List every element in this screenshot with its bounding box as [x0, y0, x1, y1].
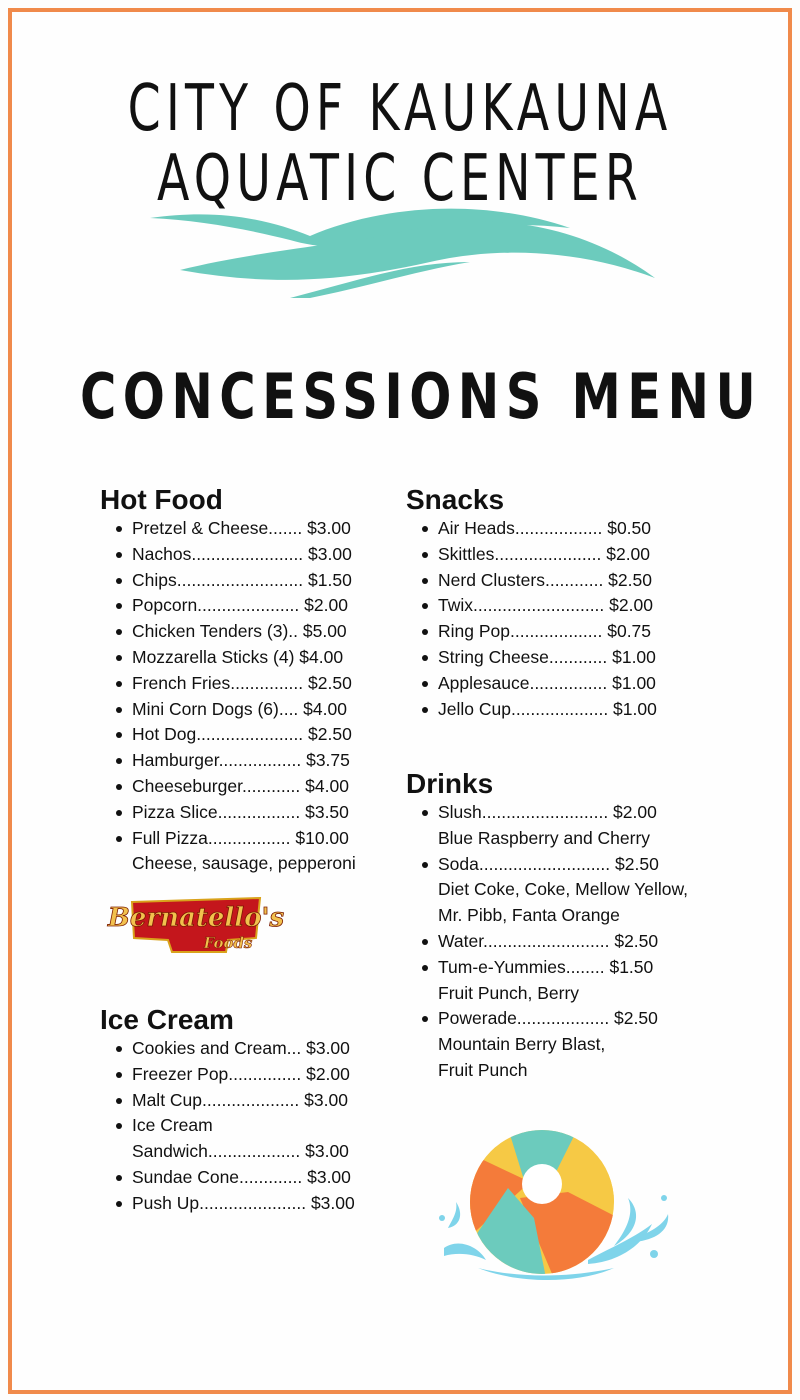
- bullet-icon: [116, 552, 122, 558]
- menu-item: [422, 619, 657, 645]
- bullet-icon: [116, 784, 122, 790]
- section-heading: Ice Cream: [100, 1004, 234, 1035]
- menu-item-text: Malt Cup.................... $3.00: [132, 1089, 348, 1110]
- section-heading: Hot Food: [100, 484, 223, 515]
- bullet-icon: [116, 629, 122, 635]
- menu-item-text: Air Heads.................. $0.50: [438, 518, 652, 538]
- menu-item-detail: Blue Raspberry and Cherry: [438, 827, 651, 848]
- menu-item-text: Pretzel & Cheese....... $3.00: [132, 518, 351, 538]
- menu-item-text: Nerd Clusters............ $2.50: [438, 569, 652, 590]
- menu-item: [422, 852, 688, 929]
- hot-food-section: [100, 484, 356, 877]
- menu-item: [422, 800, 688, 852]
- menu-item-text: String Cheese............ $1.00: [438, 646, 656, 667]
- menu-item: [116, 645, 356, 671]
- bullet-icon: [116, 655, 122, 661]
- menu-item: [116, 619, 356, 645]
- menu-item: [116, 1191, 355, 1217]
- bullet-icon: [116, 810, 122, 816]
- menu-item: [116, 722, 356, 748]
- bullet-icon: [116, 1175, 122, 1181]
- menu-item: [116, 774, 356, 800]
- menu-item-text: Hamburger................. $3.75: [132, 750, 350, 771]
- header-title-line2: AQUATIC CENTER: [157, 142, 643, 216]
- menu-item-text: Cheeseburger............ $4.00: [132, 775, 349, 796]
- menu-item-text: Full Pizza................. $10.00: [132, 827, 349, 848]
- menu-item: [116, 671, 356, 697]
- bullet-icon: [116, 681, 122, 687]
- menu-item: [116, 1062, 355, 1088]
- bullet-icon: [116, 732, 122, 738]
- menu-item-text: Jello Cup.................... $1.00: [438, 698, 657, 719]
- bullet-icon: [422, 965, 428, 971]
- menu-item-text: Water.......................... $2.50: [438, 930, 659, 951]
- bullet-icon: [422, 526, 428, 532]
- menu-item-text: Sundae Cone............. $3.00: [132, 1166, 351, 1187]
- menu-item-text: Freezer Pop............... $2.00: [132, 1063, 350, 1084]
- menu-item-text: Skittles...................... $2.00: [438, 543, 651, 564]
- menu-item: [422, 1006, 688, 1083]
- menu-item: [116, 800, 356, 826]
- menu-item: [422, 671, 657, 697]
- menu-item: [422, 542, 657, 568]
- svg-text:Foods: Foods: [203, 934, 253, 952]
- bullet-icon: [422, 1016, 428, 1022]
- menu-item: [422, 697, 657, 723]
- menu-item-text: Hot Dog...................... $2.50: [132, 724, 352, 745]
- bullet-icon: [116, 1098, 122, 1104]
- menu-item-detail: Fruit Punch: [438, 1059, 528, 1080]
- menu-item-detail: Mountain Berry Blast,: [438, 1034, 606, 1055]
- menu-item: [116, 697, 356, 723]
- menu-item-text: Twix........................... $2.00: [438, 595, 653, 616]
- item-list: [406, 800, 688, 1084]
- bullet-icon: [116, 526, 122, 532]
- menu-item: [422, 645, 657, 671]
- bullet-icon: [116, 578, 122, 584]
- bullet-icon: [422, 655, 428, 661]
- bullet-icon: [422, 552, 428, 558]
- menu-item: [116, 826, 356, 878]
- bullet-icon: [116, 1072, 122, 1078]
- menu-item: [116, 1036, 355, 1062]
- menu-item-text: Ice Cream: [132, 1115, 213, 1136]
- menu-item-text: Nachos....................... $3.00: [132, 543, 352, 564]
- bullet-icon: [116, 836, 122, 842]
- menu-item: [422, 568, 657, 594]
- bullet-icon: [116, 758, 122, 764]
- bullet-icon: [116, 1201, 122, 1207]
- bullet-icon: [422, 707, 428, 713]
- section-heading: Drinks: [406, 768, 494, 799]
- bullet-icon: [422, 681, 428, 687]
- bullet-icon: [422, 603, 428, 609]
- bullet-icon: [422, 810, 428, 816]
- menu-item: [116, 516, 356, 542]
- menu-item-text: Cookies and Cream... $3.00: [132, 1038, 350, 1058]
- menu-item-text: Chips.......................... $1.50: [132, 569, 352, 590]
- menu-item-text: Tum-e-Yummies........ $1.50: [438, 956, 654, 977]
- snacks-section: [406, 484, 657, 722]
- menu-item-detail: Diet Coke, Coke, Mellow Yellow,: [438, 879, 688, 900]
- menu-item-text: Slush.......................... $2.00: [438, 802, 657, 822]
- menu-item: [116, 1165, 355, 1191]
- menu-item-text: French Fries............... $2.50: [132, 672, 352, 693]
- menu-item-detail: Cheese, sausage, pepperoni: [132, 853, 356, 874]
- bernatellos-logo: [107, 892, 285, 956]
- menu-item-text: Push Up...................... $3.00: [132, 1192, 355, 1213]
- menu-item-text: Mozzarella Sticks (4) $4.00: [132, 646, 344, 667]
- ice-cream-section: [100, 1004, 355, 1217]
- beach-ball-icon: [438, 1128, 678, 1288]
- menu-item-detail: Fruit Punch, Berry: [438, 982, 580, 1003]
- item-list: [406, 516, 657, 722]
- bullet-icon: [422, 939, 428, 945]
- menu-item: [116, 593, 356, 619]
- menu-item: [116, 1113, 355, 1165]
- menu-item: [116, 568, 356, 594]
- menu-item-text: Ring Pop................... $0.75: [438, 621, 652, 642]
- menu-item-detail: Mr. Pibb, Fanta Orange: [438, 905, 620, 926]
- menu-item: [422, 516, 657, 542]
- menu-item-text: Popcorn..................... $2.00: [132, 595, 348, 616]
- menu-item: [116, 1088, 355, 1114]
- menu-item-text: Chicken Tenders (3).. $5.00: [132, 621, 347, 642]
- section-heading: Snacks: [406, 484, 505, 515]
- bullet-icon: [422, 578, 428, 584]
- bullet-icon: [422, 629, 428, 635]
- menu-item: [422, 929, 688, 955]
- menu-item-text: Powerade................... $2.50: [438, 1008, 658, 1029]
- bullet-icon: [116, 1046, 122, 1052]
- item-list: [100, 516, 356, 877]
- item-list: [100, 1036, 355, 1217]
- bullet-icon: [116, 1123, 122, 1129]
- wave-logo-icon: [140, 200, 660, 300]
- menu-item: [422, 593, 657, 619]
- svg-text:Bernatello's: Bernatello's: [107, 903, 285, 933]
- drinks-section: [406, 768, 688, 1084]
- bullet-icon: [116, 707, 122, 713]
- bullet-icon: [116, 603, 122, 609]
- menu-item: [116, 748, 356, 774]
- menu-title: CONCESSIONS MENU: [80, 360, 763, 433]
- menu-item-detail: Sandwich................... $3.00: [132, 1141, 349, 1162]
- header-title-line1: CITY OF KAUKAUNA: [127, 72, 673, 146]
- menu-item-text: Applesauce................ $1.00: [438, 672, 656, 693]
- menu-item-text: Soda........................... $2.50: [438, 853, 659, 874]
- menu-item: [116, 542, 356, 568]
- menu-item-text: Mini Corn Dogs (6).... $4.00: [132, 698, 347, 719]
- menu-item: [422, 955, 688, 1007]
- menu-item-text: Pizza Slice................. $3.50: [132, 801, 349, 822]
- bullet-icon: [422, 862, 428, 868]
